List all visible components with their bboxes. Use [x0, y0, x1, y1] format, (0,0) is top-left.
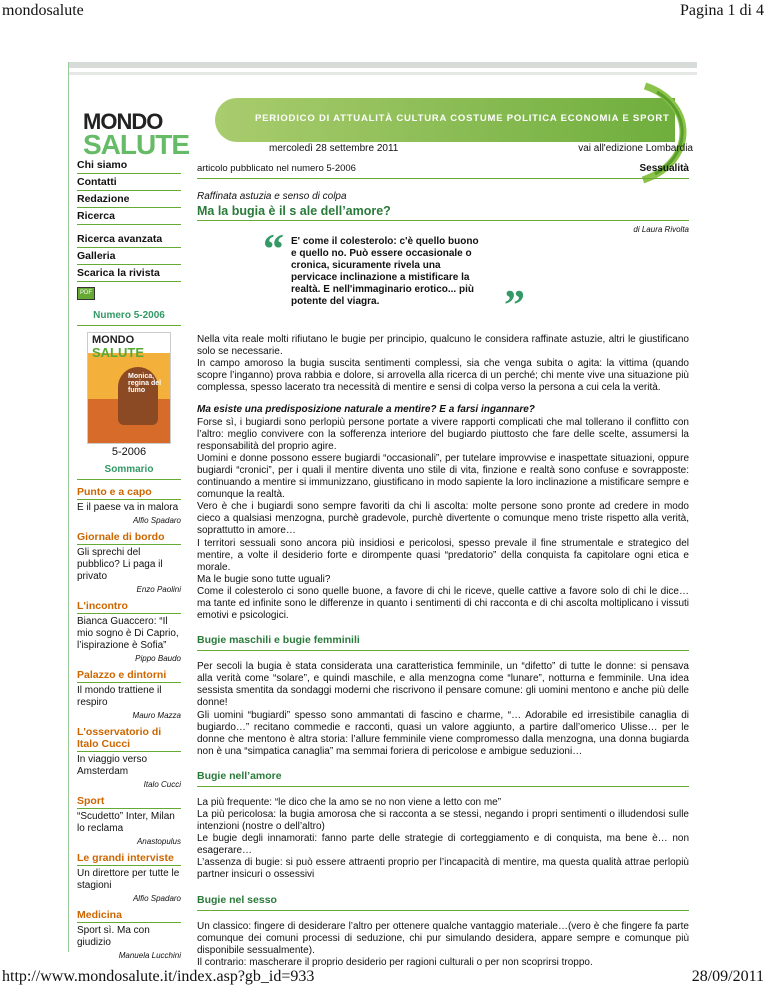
page-frame — [68, 62, 697, 968]
article — [197, 157, 689, 969]
current-date: mercoledì 28 settembre 2011 — [269, 143, 399, 154]
sommario-section-title[interactable]: Medicina — [77, 909, 181, 923]
tagline-band — [215, 98, 675, 142]
sommario-list — [77, 486, 181, 960]
sommario-item — [77, 531, 181, 594]
sommario-section-title[interactable]: Giornale di bordo — [77, 531, 181, 545]
sommario-section-desc[interactable]: Un direttore per tutte le stagioni — [77, 868, 180, 891]
sommario-section-desc[interactable]: Il mondo trattiene il respiro — [77, 685, 162, 708]
sommario-section-author: Anastopulus — [136, 837, 181, 846]
issue-header: Numero 5-2006 — [77, 306, 181, 326]
main-nav — [77, 157, 181, 282]
sommario-section-desc[interactable]: “Scudetto” Inter, Milan lo reclama — [77, 811, 175, 834]
article-title: Ma la bugia è il s ale dell’amore? — [197, 202, 689, 221]
sommario-item — [77, 486, 181, 525]
body-paragraph: Ma esiste una predisposizione naturale a mentire? E a farsi ingannare? Forse sì, i bugiardi sono perlopiù persone portate a vivere rapporti complicati che mal tollerano il conflitto con l’altro: meglio convivere con la sofferenza interiore del bugiardo piuttosto che fare delle scelte, assumersi la responsabilità del proprio agire. Uomini e donne possono essere bugiardi “occasionali”, per tutelare improvvise e inaspettate situazioni, oppure bugiardi “cronici”, per i quali il mentire diventa uno stile di vita, finzione e realtà sono confuse e sovrapposte: continuando a mentire si immunizzano, giustificano in modo sapiente la loro inclinazione a mistificare sempre e comunque la realtà. Vero è che i bugiardi sono sempre favoriti da chi li ascolta: molte persone sono pronte ad credere in modo cieco a qualsiasi menzogna, purchè gradevole, purchè divertente o comunque meno triste rispetto alla verità, soprattutto in amore… I territori sessuali sono ancora più insidiosi e pericolosi, spesso prevale il fine strumentale e strategico del mentire, a volte il desiderio forte e dirompente quasi “predatorio” della conquista fa capitolare ogni etica e morale. Ma le bugie sono tutte uguali? Come il colesterolo ci sono quelle buone, a favore di chi le riceve, quelle cattive a favore solo di chi le dice…ma tante ed infinite sono le differenze in quanto i sentimenti di chi racconta e di chi ascolta moltiplicano i vissuti emotivi e psicologici. — [197, 404, 689, 622]
print-header — [0, 0, 768, 24]
article-kicker: Raffinata astuzia e senso di colpa — [197, 191, 347, 202]
body-paragraph: La più frequente: “le dico che la amo se no non viene a letto con me” La più pericolosa: la bugia amorosa che si racconta a se stessi, negando i propri sentimenti o illudendosi sulle intenzioni (nostre o dell’altro) Le bugie degli innamorati: fanno parte delle strategie di corteggiamento e di conquista, ma bene è… non esagerare… L’assenza di bugie: si può essere attraenti proprio per l’incapacità di mentire, ma questa qualità attrae perlopiù partner insicuri o ossessivi — [197, 796, 689, 881]
print-date: 28/09/2011 — [691, 968, 764, 985]
sidebar — [77, 157, 181, 960]
sommario-section-title[interactable]: L'osservatorio di Italo Cucci — [77, 726, 181, 752]
close-quote-icon: ” — [504, 283, 525, 329]
print-page-number: Pagina 1 di 4 — [680, 2, 764, 19]
sommario-section-desc[interactable]: Bianca Guaccero: “Il mio sogno è Di Caprio, l’ispirazione è Sofia” — [77, 616, 179, 651]
sommario-item — [77, 795, 181, 846]
pdf-download-icon[interactable]: PDF — [77, 287, 95, 300]
sommario-title: Sommario — [77, 458, 181, 480]
subheading: Bugie nell’amore — [197, 770, 689, 787]
subheading: Bugie maschili e bugie femminili — [197, 634, 689, 651]
body-paragraph: Per secoli la bugia è stata considerata una caratteristica femminile, un “difetto” di tutte le donne: si pensava alla verità come “solare”, e quindi maschile, e alla menzogna come “lunare”, notturna e femminile. Una idea sessista smentita da sondaggi moderni che riscrivono il pensare comune: gli uomini mentono e anche più delle donne! Gli uomini “bugiardi” spesso sono ammantati di fascino e charme, “… Adorabile ed irresistibile canaglia di bugiardo…” recitano commedie e racconti, quasi un valore aggiunto, a partire dall’omerico Ulisse… per le donne che mentono è altra storia: l’allure femminile viene compromesso dalla menzogna, una donna bugiarda non è una “simpatica canaglia” ma semmai foriera di pericolose e ambigue seduzioni… — [197, 661, 689, 757]
sommario-item — [77, 726, 181, 789]
nav-galleria[interactable]: Galleria — [77, 248, 181, 265]
sommario-section-author: Italo Cucci — [143, 780, 181, 789]
sommario-section-desc[interactable]: In viaggio verso Amsterdam — [77, 754, 148, 777]
publication-line — [197, 157, 689, 179]
sommario-item — [77, 600, 181, 663]
sommario-item — [77, 669, 181, 720]
sommario-section-title[interactable]: Le grandi interviste — [77, 852, 181, 866]
sommario-section-title[interactable]: Palazzo e dintorni — [77, 669, 181, 683]
sommario-section-author: Alfio Spadaro — [132, 516, 181, 525]
sommario-section-author: Alfio Spadaro — [132, 894, 181, 903]
sommario-section-author: Manuela Lucchini — [118, 951, 181, 960]
print-url: http://www.mondosalute.it/index.asp?gb_id=933 — [2, 968, 315, 985]
nav-ricerca[interactable]: Ricerca — [77, 208, 181, 225]
print-site: mondosalute — [2, 2, 84, 19]
nav-redazione[interactable]: Redazione — [77, 191, 181, 208]
sommario-section-title[interactable]: Sport — [77, 795, 181, 809]
sommario-item — [77, 852, 181, 903]
body-paragraph: Nella vita reale molti rifiutano le bugie per principio, qualcuno le considera raffinate astuzie, altri le giustificano solo se necessarie. In campo amoroso la bugia suscita sentimenti complessi, sia che venga subita o agita: la vittima (quando scopre l’inganno) prova rabbia e dolore, si arrovella alla ricerca di un perché; chi mente vive una situazione più complessa, spesso lacerato tra necessità di mentire e sensi di colpa verso la persona a cui cela la verità. — [197, 334, 689, 394]
article-category[interactable]: Sessualità — [639, 163, 689, 174]
nav-scarica-rivista[interactable]: Scarica la rivista — [77, 265, 181, 282]
sommario-section-desc[interactable]: Sport sì. Ma con giudizio — [77, 925, 150, 948]
open-quote-icon: “ — [263, 227, 284, 273]
sommario-section-title[interactable]: L'incontro — [77, 600, 181, 614]
nav-contatti[interactable]: Contatti — [77, 174, 181, 191]
edition-link[interactable]: vai all'edizione Lombardia — [578, 143, 693, 154]
sommario-section-author: Mauro Mazza — [132, 711, 181, 720]
sommario-section-desc[interactable]: Gli sprechi del pubblico? Li paga il privato — [77, 547, 163, 582]
subheading: Bugie nel sesso — [197, 894, 689, 911]
sommario-section-title[interactable]: Punto e a capo — [77, 486, 181, 500]
sommario-section-author: Pippo Baudo — [135, 654, 181, 663]
tagline: PERIODICO DI ATTUALITÀ CULTURA COSTUME POLITICA ECONOMIA E SPORT — [255, 113, 670, 124]
magazine-cover[interactable]: MONDO SALUTE Monica, regina del fumo — [87, 332, 171, 444]
sommario-section-desc[interactable]: E il paese va in malora — [77, 502, 179, 513]
published-in: articolo pubblicato nel numero 5-2006 — [197, 163, 356, 174]
issue-number: 5-2006 — [111, 446, 147, 458]
nav-ricerca-avanzata[interactable]: Ricerca avanzata — [77, 231, 181, 248]
body-paragraph: Un classico: fingere di desiderare l’altro per ottenere qualche vantaggio materiale…(vero è che fingere fa parte comunque dei comuni processi di seduzione, chi pur simulando desidera, appare sempre e comunque più disponibile sessualmente). Il contrario: mascherare il proprio desiderio per ragioni culturali o per non scoprirsi troppo. — [197, 920, 689, 968]
sommario-section-author: Enzo Paolini — [136, 585, 181, 594]
article-byline: di Laura Rivolta — [633, 225, 689, 234]
pull-quote: “ E' come il colesterolo: c'è quello buono e quello no. Può essere occasionale o cronica, sicuramente rivela una pervicace inclinazione a mistificare la realtà. E nell'immaginario erotico... più potente del viagra. ” — [263, 227, 525, 329]
mondosalute-logo[interactable]: MONDO SALUTE — [83, 109, 189, 160]
nav-chi-siamo[interactable]: Chi siamo — [77, 157, 181, 174]
sommario-item — [77, 909, 181, 960]
